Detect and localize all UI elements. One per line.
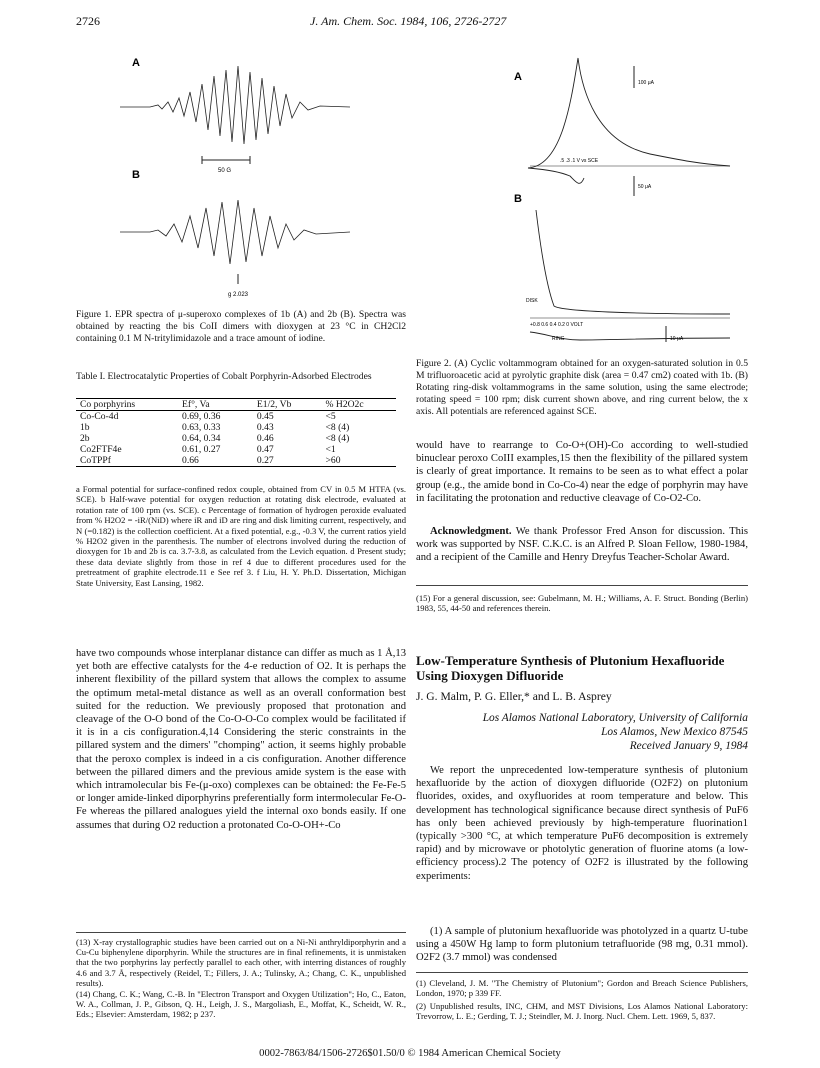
table1	[76, 398, 396, 467]
table-row: 2b 0.64, 0.34 0.46 <8 (4)	[80, 433, 350, 444]
figure1-g-label: g 2.023	[228, 292, 249, 298]
article2-affiliation2: Los Alamos, New Mexico 87545	[601, 726, 748, 738]
figure1-caption: Figure 1. EPR spectra of μ-superoxo complexes of 1b (A) and 2b (B). Spectra was obtained by reacting the bis CoII dimers with dioxygen at 23 °C in CH2Cl2 containing 0.1 M N-tritylimidazole and a trace amount of iodine.	[76, 309, 406, 344]
journal-header: J. Am. Chem. Soc. 1984, 106, 2726-2727	[310, 14, 507, 28]
figure2-voltammograms	[500, 50, 750, 350]
article2-footnote-1: (1) Cleveland, J. M. "The Chemistry of Plutonium"; Gordon and Breach Science Publishers, London, 1970; p 339 FF.	[416, 978, 748, 999]
table1-header: % H2O2c	[325, 399, 364, 410]
footnote-13: (13) X-ray crystallographic studies have been carried out on a Ni-Ni anthryldiporphyrin and a Cu-Cu biphenylene diporphyrin. While the structures are in final refinements, it is unmistaken that the two porphyrins lay perfectly parallel to each other, with interring distances of roughly 4.6 and 3.7 Å, respectively (Reidel, T.; Fillers, J. A.; Tulinsky, A.; Chang, C. K., unpublished results).	[76, 937, 406, 988]
table-row: Co2FTF4e 0.61, 0.27 0.47 <1	[80, 444, 336, 455]
article2-received: Received January 9, 1984	[629, 740, 748, 752]
figure2-label-a: A	[514, 71, 522, 83]
acknowledgment-text: We thank Professor Fred Anson for discussion. This work was supported by NSF. C.K.C. is an Alfred P. Sloan Fellow, 1980-1984, and a recipient of the Camille and Henry Dreyfus Teacher-Scholar Award.	[416, 526, 748, 564]
figure2-disk-label: DISK	[526, 298, 538, 304]
figure1-epr-spectra	[110, 52, 400, 302]
table1-header: Ef°, Va	[182, 399, 210, 410]
table1-footnotes: a Formal potential for surface-confined redox couple, obtained from CV in 0.5 M HTFA (vs. SCE). b Half-wave potential for oxygen reduction at rotating disk electrode, evaluated at rotation rate of 100 rpm (vs. SCE). c Percentage of formation of hydrogen peroxide evaluated from % H2O2 = -iR/(NiD) where iR and iD are ring and disk limiting current, respectively, and N (=0.182) is the collection coefficient. At a fixed potential, e.g., -0.3 V, the current ratios yield % H2O2 given in the parenthesis. The number of electrons involved during the reduction of dioxygen for 1b and 2b is ca. 3.7-3.8, as calculated from the Levich equation. d Present study; these data deviate slightly from those in ref 4 due to different procedures used for the pretreatment of graphite electrode.11 e See ref 3. f Liu, H. Y. Ph.D. Dissertation, Michigan State University, East Lansing, 1982.	[76, 484, 406, 588]
table-row: Co-Co-4d 0.69, 0.36 0.45 <5	[80, 411, 336, 422]
figure2-scale-b: 50 μA	[638, 184, 652, 190]
figure2-axis-b: +0.8 0.6 0.4 0.2 0 VOLT	[530, 322, 584, 328]
table-row: 1b 0.63, 0.33 0.43 <8 (4)	[80, 422, 350, 433]
table1-header: E1/2, Vb	[256, 399, 292, 410]
figure2-scale-ring: 10 μA	[670, 336, 684, 342]
right-body-text: would have to rearrange to Co-O+(OH)-Co according to well-studied binuclear peroxo CoIII examples,15 then the flexibility of the pillared system is clearly of great importance. It remains to be seen as to what effect a polar group (e.g., the amide bond in Co-Co-4) near the edge of porphyrin may have in facilitating the protonation and reductive cleavage of Co-O2-Co.	[416, 440, 748, 504]
figure1-label-a: A	[132, 57, 140, 69]
article2-title: Low-Temperature Synthesis of Plutonium Hexafluoride Using Dioxygen Difluoride	[416, 653, 725, 683]
article2-para2: (1) A sample of plutonium hexafluoride was photolyzed in a quartz U-tube using a 450W Hg lamp to form plutonium tetrafluoride (98 mg, 0.31 mmol). O2F2 (3.7 mmol) was condensed	[416, 926, 748, 964]
table1-header: Co porphyrins	[80, 399, 136, 410]
acknowledgment-head: Acknowledgment.	[430, 526, 512, 537]
article2-authors: J. G. Malm, P. G. Eller,* and L. B. Asprey	[416, 690, 612, 703]
article2-affiliation1: Los Alamos National Laboratory, University of California	[482, 712, 748, 724]
figure2-axis-a: .5 .3 .1 V vs SCE	[560, 158, 599, 164]
article2-footnote-2: (2) Unpublished results, INC, CHM, and MST Divisions, Los Alamos National Laboratory: Trevorrow, L. E.; Gerding, T. J.; Steindler, M. J. Inorg. Nucl. Chem. Lett. 1969, 5, 837.	[416, 1001, 748, 1022]
page-number: 2726	[76, 14, 100, 28]
figure1-label-b: B	[132, 169, 140, 181]
figure1-scale-label: 50 G	[218, 168, 232, 174]
figure2-caption: Figure 2. (A) Cyclic voltammogram obtained for an oxygen-saturated solution in 0.5 M trifluoroacetic acid at pyrolytic graphite disk (area = 0.47 cm2) coated with 1b. (B) Rotating ring-disk voltammograms in the same solution, using the same electrode; rotating speed = 100 rpm; disk current shown above, and ring current below, the x axis. All potentials are referenced against SCE.	[416, 358, 748, 417]
figure2-scale-a: 100 μA	[638, 80, 654, 86]
footnote-14: (14) Chang, C. K.; Wang, C.-B. In "Electron Transport and Oxygen Utilization"; Ho, C., Eaton, W. A., Collman, J. P., Gibson, Q. H., Leigh, J. S., Margoliash, E., Moffat, K., Scheidt, W. R., Eds.; Elsevier: Amsterdam, 1982; p 237.	[76, 989, 406, 1020]
figure2-ring-label: RING	[552, 336, 565, 342]
page-footer: 0002-7863/84/1506-2726$01.50/0 © 1984 American Chemical Society	[259, 1048, 561, 1059]
acknowledgment	[416, 525, 748, 565]
table1-title: Table I. Electrocatalytic Properties of Cobalt Porphyrin-Adsorbed Electrodes	[76, 371, 372, 382]
article2-para1: We report the unprecedented low-temperature synthesis of plutonium hexafluoride by the action of dioxygen difluoride (O2F2) on plutonium fluorides, oxides, and oxyfluorides at room temperature and below. This development has technological significance because direct synthesis of PuF6 has only been achieved previously by high-temperature fluorination1 (typically >300 °C, at which temperature PuF6 decomposition is extremely rapid) and by microwave or photolytic generation of fluorine atoms (a low-efficiency process).2 The potency of O2F2 is illustrated by the following experiments:	[416, 765, 748, 882]
table-row: CoTPPf 0.66 0.27 >60	[76, 455, 396, 467]
figure2-label-b: B	[514, 193, 522, 205]
footnote-15: (15) For a general discussion, see: Gubelmann, M. H.; Williams, A. F. Struct. Bonding (Berlin) 1983, 55, 44-50 and references therein.	[416, 593, 748, 614]
left-body-text: have two compounds whose interplanar distance can differ as much as 1 Å,13 yet both are effective catalysts for the 4-e reduction of O2. It is perhaps the inherent flexibility of the pillard system that allows the complex to assume the optimum metal-metal distance as well as an overall conformation best suited for the reduction. We previously proposed that protonation and cleavage of the O-O bond of the Co-O-O-Co complex would be facilitated if it is in a cis configuration.4,14 Considering the steric constraints in the pillared system and the dimers' "chomping" action, it seems highly probable that the peroxo complex is indeed in a cis configuration. Another difference between the pillared dimers and the previous amide system is the ease with which intramolecular bis Fe-(μ-oxo) complexes can be obtained: the Fe-Fe-5 or longer amide-linked diporphyrins preferentially form intermolecular Fe-O-Fe whereas the pillared analogues yield the internal oxo bonds easily. If one assumes that during O2 reduction a protonated Co-O-OH+-Co	[76, 648, 406, 831]
